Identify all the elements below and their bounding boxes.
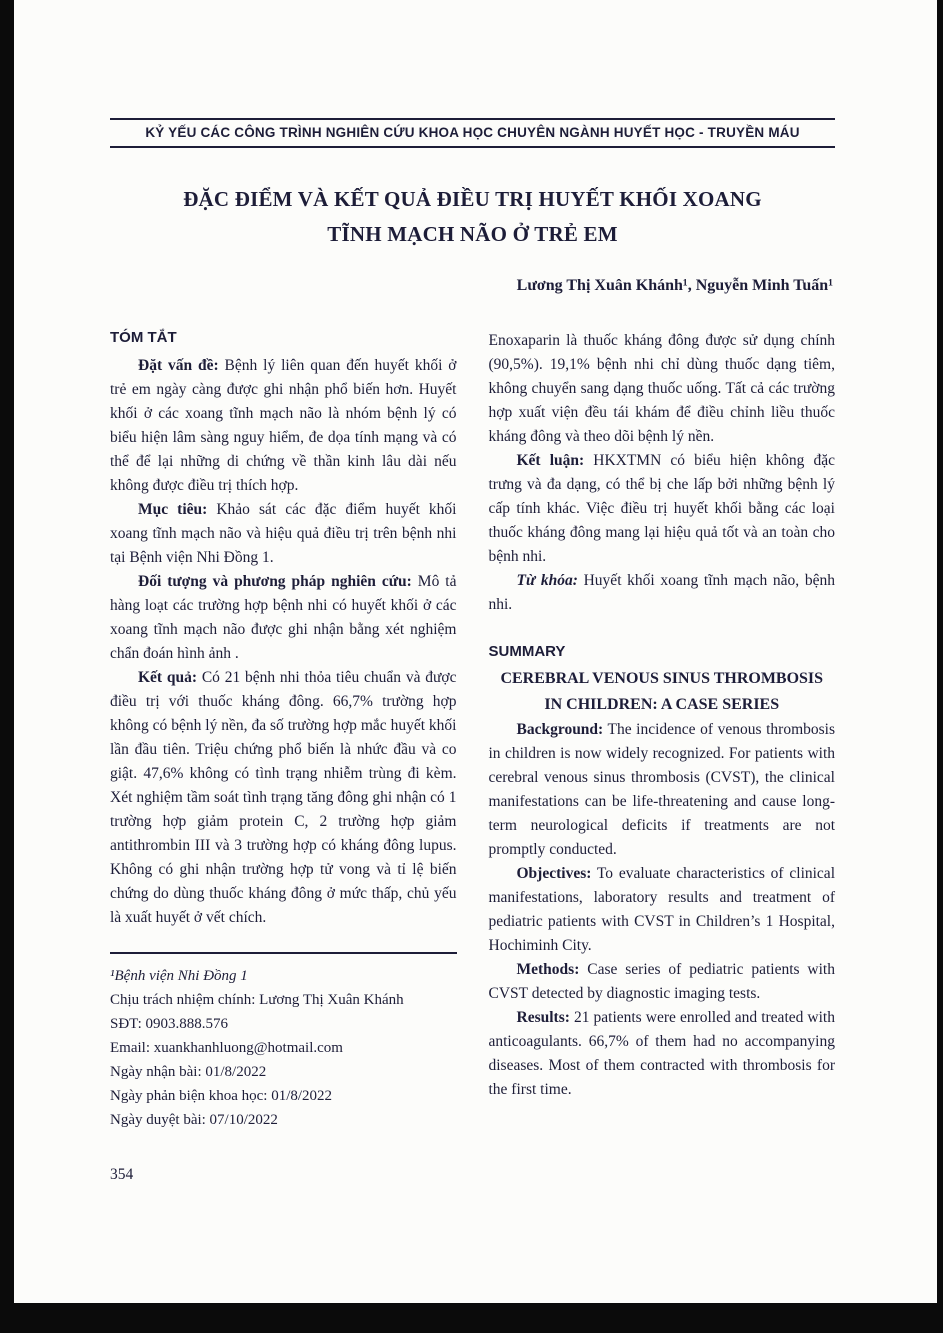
footnote-review-date: Ngày phản biện khoa học: 01/8/2022 [110, 1088, 333, 1105]
abstract-paragraph-results [110, 666, 457, 930]
paragraph-text: 21 patients were enrolled and treated with anticoagulants. 66,7% of them had no accompanying diseases. Most of them contracted with thrombosis for the first time. [488, 1009, 835, 1099]
paragraph-text: HKXTMN có biểu hiện không đặc trưng và đa dạng, có thể bị che lấp bởi những bệnh lý cấp tính khác. Việc điều trị huyết khối bằng các loại thuốc kháng đông mang lại hiệu quả tốt và an toàn cho bệnh nhi. [488, 452, 835, 566]
paragraph-lead: Background: [516, 721, 604, 739]
paragraph-lead: Results: [516, 1009, 570, 1027]
two-column-body [110, 329, 835, 1210]
paragraph-lead: Mục tiêu: [138, 501, 208, 519]
page-number: 354 [110, 1166, 134, 1184]
keywords-lead: Từ khóa: [516, 572, 578, 590]
paragraph-lead: Đặt vấn đề: [138, 357, 219, 375]
footnote-phone: SĐT: 0903.888.576 [110, 1016, 229, 1033]
abstract-heading: TÓM TẮT [110, 329, 177, 347]
paragraph-lead: Objectives: [516, 865, 592, 883]
paragraph-lead: Methods: [516, 961, 580, 979]
footnote-divider [110, 952, 457, 954]
right-column [489, 329, 836, 1210]
footnote-contact: Chịu trách nhiệm chính: Lương Thị Xuân Khánh [110, 992, 404, 1009]
page-title [110, 182, 835, 251]
authors-line [110, 277, 835, 295]
abstract-paragraph-objective [110, 498, 457, 570]
summary-objectives-paragraph [489, 862, 836, 958]
keywords-paragraph [489, 569, 836, 617]
abstract-paragraph-methods [110, 570, 457, 666]
title-line-2: TĨNH MẠCH NÃO Ở TRẺ EM [327, 221, 618, 246]
summary-results-paragraph [489, 1006, 836, 1102]
paragraph-text: Khảo sát các đặc điểm huyết khối xoang tĩnh mạch não và hiệu quả điều trị trên bệnh nhi tại Bệnh viện Nhi Đồng 1. [110, 501, 457, 567]
journal-header-text: KỶ YẾU CÁC CÔNG TRÌNH NGHIÊN CỨU KHOA HỌC CHUYÊN NGÀNH HUYẾT HỌC - TRUYỀN MÁU [145, 125, 800, 140]
summary-methods-paragraph [489, 958, 836, 1006]
paragraph-text: Case series of pediatric patients with CVST detected by diagnostic imaging tests. [488, 961, 835, 1003]
paragraph-lead: Kết quả: [138, 669, 198, 687]
paragraph-lead: Kết luận: [516, 452, 585, 470]
footnote-affiliation: ¹Bệnh viện Nhi Đồng 1 [110, 968, 248, 985]
summary-heading: SUMMARY [488, 643, 566, 661]
authors-text: Lương Thị Xuân Khánh¹, Nguyễn Minh Tuấn¹ [516, 277, 833, 295]
footnote-block [110, 952, 457, 1132]
paragraph-text: Mô tả hàng loạt các trường hợp bệnh nhi có huyết khối ở các xoang tĩnh mạch não được ghi nhận bằng xét nghiệm chẩn đoán hình ảnh . [110, 573, 457, 663]
title-line-1: ĐẶC ĐIỂM VÀ KẾT QUẢ ĐIỀU TRỊ HUYẾT KHỐI XOANG [183, 187, 762, 211]
summary-background-paragraph [489, 718, 836, 862]
paragraph-text: The incidence of venous thrombosis in children is now widely recognized. For patients with cerebral venous sinus thrombosis (CVST), the clinical manifestations can be life-threatening and cause long-term neurological deficits if treatments are not promptly conducted. [488, 721, 835, 859]
left-column [110, 329, 457, 1210]
keywords-text: Huyết khối xoang tĩnh mạch não, bệnh nhi. [488, 572, 835, 614]
paragraph-lead: Đối tượng và phương pháp nghiên cứu: [138, 573, 412, 591]
paper-page [14, 0, 937, 1303]
paragraph-text: To evaluate characteristics of clinical manifestations, laboratory results and treatment of pediatric patients with CVST in Children’s 1 Hospital, Hochiminh City. [488, 865, 835, 955]
footnote-accepted-date: Ngày duyệt bài: 07/10/2022 [110, 1112, 278, 1129]
journal-header [110, 118, 835, 148]
abstract-paragraph-background [110, 354, 457, 498]
footnote-received-date: Ngày nhận bài: 01/8/2022 [110, 1064, 267, 1081]
paragraph-text: Có 21 bệnh nhi thỏa tiêu chuẩn và được điều trị với thuốc kháng đông. 66,7% trường hợp không có bệnh lý nền, đa số trường hợp mắc huyết khối lần đầu tiên. Triệu chứng phổ biến là nhức đầu và co giật. 47,6% không có tình trạng nhiễm trùng đi kèm. Xét nghiệm tầm soát tình trạng tăng đông ghi nhận có 1 trường hợp giảm protein C, 2 trường hợp giảm antithrombin III và 3 trường hợp có kháng đông lupus. Không có ghi nhận trường hợp tử vong và tỉ lệ biến chứng do dùng thuốc kháng đông ở mức thấp, chủ yếu là xuất huyết ở vết chích. [110, 669, 457, 927]
summary-title: CEREBRAL VENOUS SINUS THROMBOSIS IN CHILDREN: A CASE SERIES [500, 670, 824, 714]
conclusion-paragraph [489, 449, 836, 569]
results-continuation-paragraph: Enoxaparin là thuốc kháng đông được sử dụng chính (90,5%). 19,1% bệnh nhi chỉ dùng thuốc dạng tiêm, không chuyển sang dạng thuốc uống. Tất cả các trường hợp xuất viện đều tái khám để điều chỉnh liều thuốc kháng đông và theo dõi bệnh lý nền. [488, 332, 835, 446]
paragraph-text: Bệnh lý liên quan đến huyết khối ở trẻ em ngày càng được ghi nhận phổ biến hơn. Huyết khối ở các xoang tĩnh mạch não là nhóm bệnh lý có biểu hiện lâm sàng nguy hiểm, đe dọa tính mạng và có thể để lại những di chứng về thần kinh lâu dài nếu không được điều trị thích hợp. [110, 357, 457, 495]
footnote-email: Email: xuankhanhluong@hotmail.com [110, 1040, 343, 1057]
